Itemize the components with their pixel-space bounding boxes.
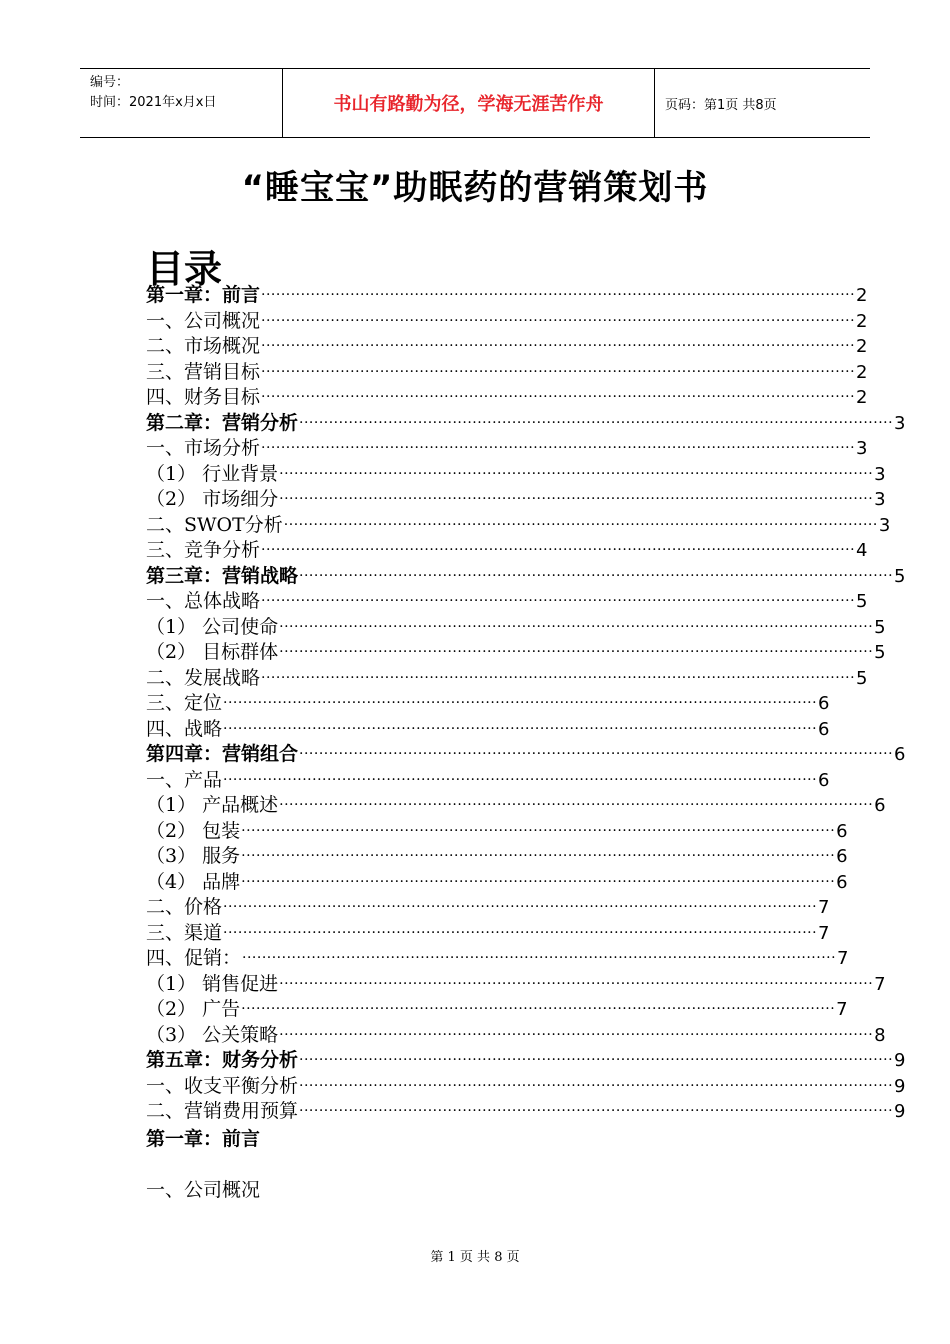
toc-entry-label: 四、战略 [146, 717, 223, 740]
toc-chapter-entry[interactable] [146, 742, 906, 768]
toc-entry[interactable] [146, 717, 830, 743]
toc-entry-label: 二、价格 [146, 896, 223, 918]
toc-entry-page: 4 [856, 540, 868, 561]
toc-entry-label: 一、公司概况 [146, 309, 261, 332]
toc-dot-leader: ························································································································ [261, 312, 856, 329]
toc-dot-leader: ························································································································ [299, 746, 894, 762]
toc-entry-label: 二、市场概况 [146, 335, 261, 357]
toc-chapter-entry[interactable] [146, 1048, 906, 1074]
toc-entry-label: 第一章：前言 [146, 284, 261, 306]
toc-dot-leader: ························································································································ [261, 363, 856, 380]
toc-entry[interactable] [146, 640, 886, 666]
toc-dot-leader: ························································································································ [241, 822, 836, 839]
toc-dot-leader: ························································································································ [241, 848, 836, 864]
toc-entry[interactable] [146, 768, 830, 794]
document-title: “睡宝宝”助眠药的营销策划书 [241, 168, 709, 208]
toc-entry-label: 一、产品 [146, 768, 223, 791]
toc-chapter-entry[interactable] [146, 411, 906, 437]
toc-entry[interactable] [146, 691, 830, 717]
toc-entry-page: 5 [874, 642, 886, 663]
toc-entry[interactable] [146, 309, 868, 335]
toc-dot-leader: ························································································································ [279, 618, 874, 635]
toc-entry-label: （2） 目标群体 [146, 641, 279, 663]
header-motto: 书山有路勤为径，学海无涯苦作舟 [282, 69, 655, 137]
toc-entry[interactable] [146, 895, 830, 921]
toc-chapter-entry[interactable] [146, 564, 906, 590]
toc-entry[interactable] [146, 1074, 906, 1100]
toc-entry-label: 三、营销目标 [146, 360, 261, 383]
toc-dot-leader: ························································································································ [261, 669, 856, 686]
toc-entry[interactable] [146, 462, 886, 488]
toc-entry-page: 6 [818, 693, 830, 714]
toc-entry-label: （2） 市场细分 [146, 488, 279, 510]
header-meta [80, 69, 282, 137]
toc-entry-page: 6 [836, 846, 848, 867]
toc-entry-label: 二、营销费用预算 [146, 1100, 299, 1122]
toc-dot-leader: ························································································································ [279, 975, 874, 992]
toc-dot-leader: ························································································································ [223, 899, 818, 915]
toc-dot-leader: ························································································································ [223, 695, 818, 711]
toc-entry-page: 2 [856, 285, 868, 306]
toc-entry-page: 6 [836, 820, 848, 842]
toc-entry[interactable] [146, 1099, 906, 1125]
header-page-info: 页码：第1页 共8页 [665, 97, 777, 113]
toc-entry[interactable] [146, 844, 848, 870]
toc-heading: 目录 [146, 247, 223, 291]
toc-entry-page: 7 [874, 973, 886, 995]
toc-dot-leader: ························································································································ [261, 389, 856, 405]
toc-dot-leader: ························································································································ [223, 720, 818, 737]
toc-entry-page: 7 [836, 999, 848, 1020]
toc-dot-leader: ························································································································ [299, 567, 894, 584]
toc-dot-leader: ························································································································ [242, 950, 837, 966]
toc-dot-leader: ························································································································ [279, 491, 874, 507]
toc-entry-label: 第三章：营销战略 [146, 564, 299, 587]
toc-entry-label: 三、定位 [146, 692, 223, 714]
toc-entry-page: 6 [836, 871, 848, 893]
toc-dot-leader: ························································································································ [299, 1077, 894, 1094]
toc-entry[interactable] [146, 946, 849, 972]
toc-dot-leader: ························································································································ [261, 287, 856, 303]
toc-entry-page: 6 [894, 744, 906, 765]
toc-entry[interactable] [146, 997, 848, 1023]
toc-entry-page: 9 [894, 1050, 906, 1071]
toc-entry-label: 一、收支平衡分析 [146, 1074, 299, 1097]
time-label: 时间：2021年x月x日 [90, 95, 217, 110]
toc-entry[interactable] [146, 436, 868, 462]
toc-entry-page: 5 [894, 565, 906, 587]
toc-entry-page: 3 [874, 463, 886, 485]
toc-entry-label: （4） 品牌 [146, 870, 241, 893]
toc-chapter-entry[interactable] [146, 283, 868, 309]
toc-entry-label: 四、财务目标 [146, 386, 261, 408]
toc-dot-leader: ························································································································ [279, 644, 874, 660]
toc-dot-leader: ························································································································ [261, 542, 856, 558]
toc-entry-page: 8 [874, 1024, 886, 1046]
toc-entry-label: 第四章：营销组合 [146, 743, 299, 765]
section-heading: 一、公司概况 [146, 1179, 261, 1201]
toc-entry-label: 四、促销： [146, 947, 242, 969]
toc-dot-leader: ························································································································ [261, 338, 856, 354]
toc-dot-leader: ························································································································ [299, 1103, 894, 1119]
toc-entry[interactable] [146, 615, 886, 641]
toc-dot-leader: ························································································································ [261, 440, 856, 456]
toc-entry-page: 5 [874, 616, 886, 638]
toc-entry-label: 一、总体战略 [146, 590, 261, 612]
number-label: 编号： [90, 75, 130, 90]
toc-entry[interactable] [146, 666, 868, 692]
toc-entry-label: 三、竞争分析 [146, 539, 261, 561]
toc-entry-page: 3 [878, 514, 891, 536]
toc-entry-page: 7 [837, 948, 849, 969]
toc-entry-label: （1） 销售促进 [146, 972, 279, 995]
table-of-contents [146, 283, 906, 1125]
chapter-heading: 第一章：前言 [146, 1128, 261, 1150]
toc-entry[interactable] [146, 334, 868, 360]
toc-entry-label: （1） 产品概述 [146, 794, 279, 816]
toc-dot-leader: ························································································································ [223, 771, 818, 788]
toc-entry-page: 6 [818, 769, 830, 791]
toc-entry-page: 3 [856, 438, 868, 459]
toc-entry[interactable] [146, 972, 886, 998]
toc-dot-leader: ························································································································ [279, 465, 874, 482]
toc-entry-label: （1） 公司使命 [146, 615, 279, 638]
toc-entry-label: 三、渠道 [146, 921, 223, 944]
toc-entry-page: 6 [874, 795, 886, 816]
toc-dot-leader: ························································································································ [299, 414, 894, 431]
toc-entry[interactable] [146, 360, 868, 386]
toc-entry-page: 7 [818, 897, 830, 918]
toc-entry-page: 2 [856, 310, 868, 332]
toc-dot-leader: ························································································································ [279, 797, 874, 813]
toc-entry-page: 5 [856, 667, 868, 689]
toc-entry-page: 7 [818, 922, 830, 944]
toc-dot-leader: ························································································································ [279, 1026, 874, 1043]
toc-entry[interactable] [146, 870, 848, 896]
toc-entry-label: （3） 服务 [146, 845, 241, 867]
toc-entry-page: 2 [856, 336, 868, 357]
toc-dot-leader: ························································································································ [241, 873, 836, 890]
toc-entry[interactable] [146, 793, 886, 819]
toc-dot-leader: ························································································································ [241, 1001, 836, 1017]
toc-entry[interactable] [146, 487, 886, 513]
toc-entry-page: 5 [856, 591, 868, 612]
toc-entry[interactable] [146, 513, 891, 539]
toc-entry-page: 3 [894, 412, 906, 434]
toc-entry-page: 9 [894, 1075, 906, 1097]
toc-dot-leader: ························································································································ [283, 516, 878, 533]
toc-entry[interactable] [146, 385, 868, 411]
toc-entry-page: 9 [894, 1101, 906, 1122]
toc-entry[interactable] [146, 589, 868, 615]
toc-dot-leader: ························································································································ [261, 593, 856, 609]
toc-dot-leader: ························································································································ [299, 1052, 894, 1068]
toc-entry[interactable] [146, 538, 868, 564]
toc-dot-leader: ························································································································ [223, 924, 818, 941]
toc-entry-page: 2 [856, 361, 868, 383]
toc-entry-label: 二、发展战略 [146, 666, 261, 689]
page-footer: 第 1 页 共 8 页 [430, 1250, 520, 1265]
toc-entry-page: 2 [856, 387, 868, 408]
toc-entry-label: 第五章：财务分析 [146, 1049, 299, 1071]
toc-entry-label: 第二章：营销分析 [146, 411, 299, 434]
toc-entry-label: （1） 行业背景 [146, 462, 279, 485]
toc-entry-label: 一、市场分析 [146, 437, 261, 459]
header-table [80, 68, 870, 138]
toc-entry[interactable] [146, 819, 848, 845]
toc-entry-label: （3） 公关策略 [146, 1023, 279, 1046]
toc-entry-page: 3 [874, 489, 886, 510]
toc-entry-label: 二、SWOT分析 [146, 513, 283, 536]
toc-entry[interactable] [146, 921, 830, 947]
toc-entry-page: 6 [818, 718, 830, 740]
toc-entry[interactable] [146, 1023, 886, 1049]
toc-entry-label: （2） 包装 [146, 819, 241, 842]
toc-entry-label: （2） 广告 [146, 998, 241, 1020]
